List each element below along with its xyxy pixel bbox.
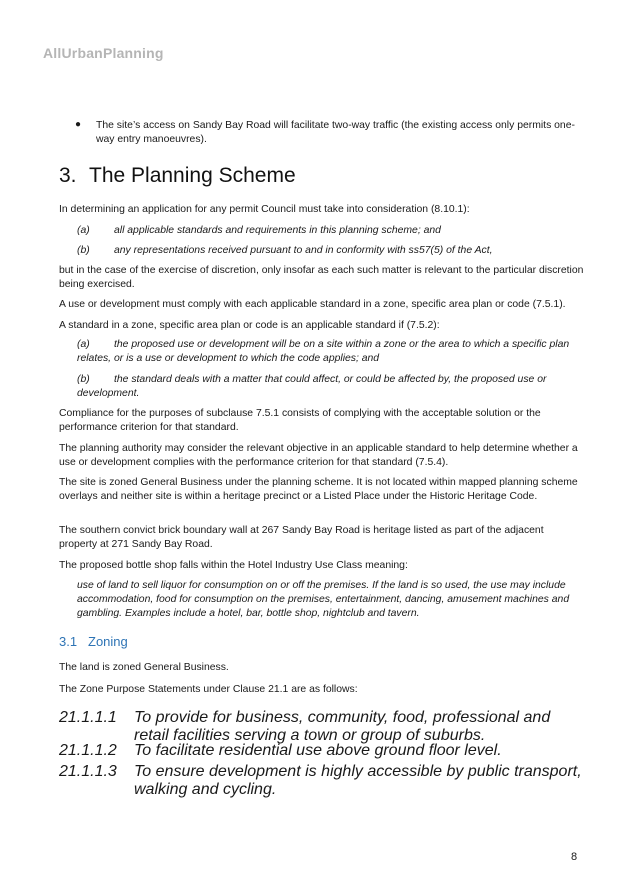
list-item: [77, 224, 582, 238]
paragraph: The Zone Purpose Statements under Clause 21.1 are as follows:: [59, 684, 358, 695]
list-item: [77, 244, 582, 258]
subsection-heading: [59, 634, 128, 649]
subsection-title: Zoning: [88, 634, 128, 649]
paragraph: The southern convict brick boundary wall at 267 Sandy Bay Road is heritage listed as part of the adjacent property at 271 Sandy Bay Road.: [59, 525, 544, 550]
paragraph: A standard in a zone, specific area plan or code is an applicable standard if (7.5.2):: [59, 320, 440, 331]
paragraph: A use or development must comply with each applicable standard in a zone, specific area plan or code (7.5.1).: [59, 299, 566, 310]
bullet-item: [75, 119, 579, 147]
list-text: the standard deals with a matter that could affect, or could be affected by, the proposed use or development.: [77, 374, 547, 399]
paragraph: The planning authority may consider the relevant objective in an applicable standard to help determine whether a use or development complies with the performance criterion for that standard (7.5.4).: [59, 443, 578, 468]
paragraph: The land is zoned General Business.: [59, 662, 229, 673]
list-label: (b): [77, 245, 90, 256]
section-heading: [59, 164, 296, 188]
paragraph: The site is zoned General Business under the planning scheme. It is not located within mapped planning scheme overlays and neither site is within a heritage precinct or a Listed Place under the Historic Heritage Code.: [59, 477, 578, 502]
list-label: (a): [77, 339, 90, 350]
subsection-number: 3.1: [59, 634, 78, 649]
list-label: (a): [77, 225, 90, 236]
bullet-text: The site’s access on Sandy Bay Road will facilitate two-way traffic (the existing access only permits one-way entry manoeuvres).: [96, 120, 575, 145]
definition-quote: use of land to sell liquor for consumption on or off the premises. If the land is so used, the use may include accommodation, food for consumption on the premises, entertainment, dancing, amusement machines and gambling. Examples include a hotel, bar, bottle shop, nightclub and tavern.: [77, 580, 570, 619]
list-text: all applicable standards and requirements in this planning scheme; and: [114, 225, 441, 236]
page-number: 8: [571, 851, 578, 863]
list-item: [77, 373, 582, 401]
paragraph: but in the case of the exercise of discretion, only insofar as each such matter is relevant to the particular discretion being exercised.: [59, 265, 584, 290]
clause-text: To facilitate residential use above ground floor level.: [134, 742, 502, 759]
clause-text: To provide for business, community, food, professional and retail facilities serving a town or group of suburbs.: [134, 709, 551, 744]
section-number: 3.: [59, 164, 77, 187]
paragraph: The proposed bottle shop falls within the Hotel Industry Use Class meaning:: [59, 560, 408, 571]
zone-purpose-item: [59, 742, 584, 760]
clause-code: 21.1.1.3: [59, 763, 117, 780]
list-item: [77, 338, 582, 366]
bullet-icon: ●: [75, 119, 82, 130]
clause-text: To ensure development is highly accessible by public transport, walking and cycling.: [134, 763, 582, 798]
paragraph: In determining an application for any permit Council must take into consideration (8.10.1):: [59, 204, 470, 215]
company-logo: AllUrbanPlanning: [43, 45, 164, 61]
list-label: (b): [77, 374, 90, 385]
zone-purpose-item: [59, 709, 584, 745]
section-title: The Planning Scheme: [89, 164, 296, 187]
paragraph: Compliance for the purposes of subclause 7.5.1 consists of complying with the acceptable solution or the performance criterion for that standard.: [59, 408, 541, 433]
list-text: any representations received pursuant to and in conformity with ss57(5) of the Act,: [114, 245, 493, 256]
clause-code: 21.1.1.2: [59, 742, 117, 759]
clause-code: 21.1.1.1: [59, 709, 117, 726]
list-text: the proposed use or development will be on a site within a zone or the area to which a specific plan relates, or is a use or development to which the code applies; and: [77, 339, 570, 364]
zone-purpose-item: [59, 763, 584, 799]
